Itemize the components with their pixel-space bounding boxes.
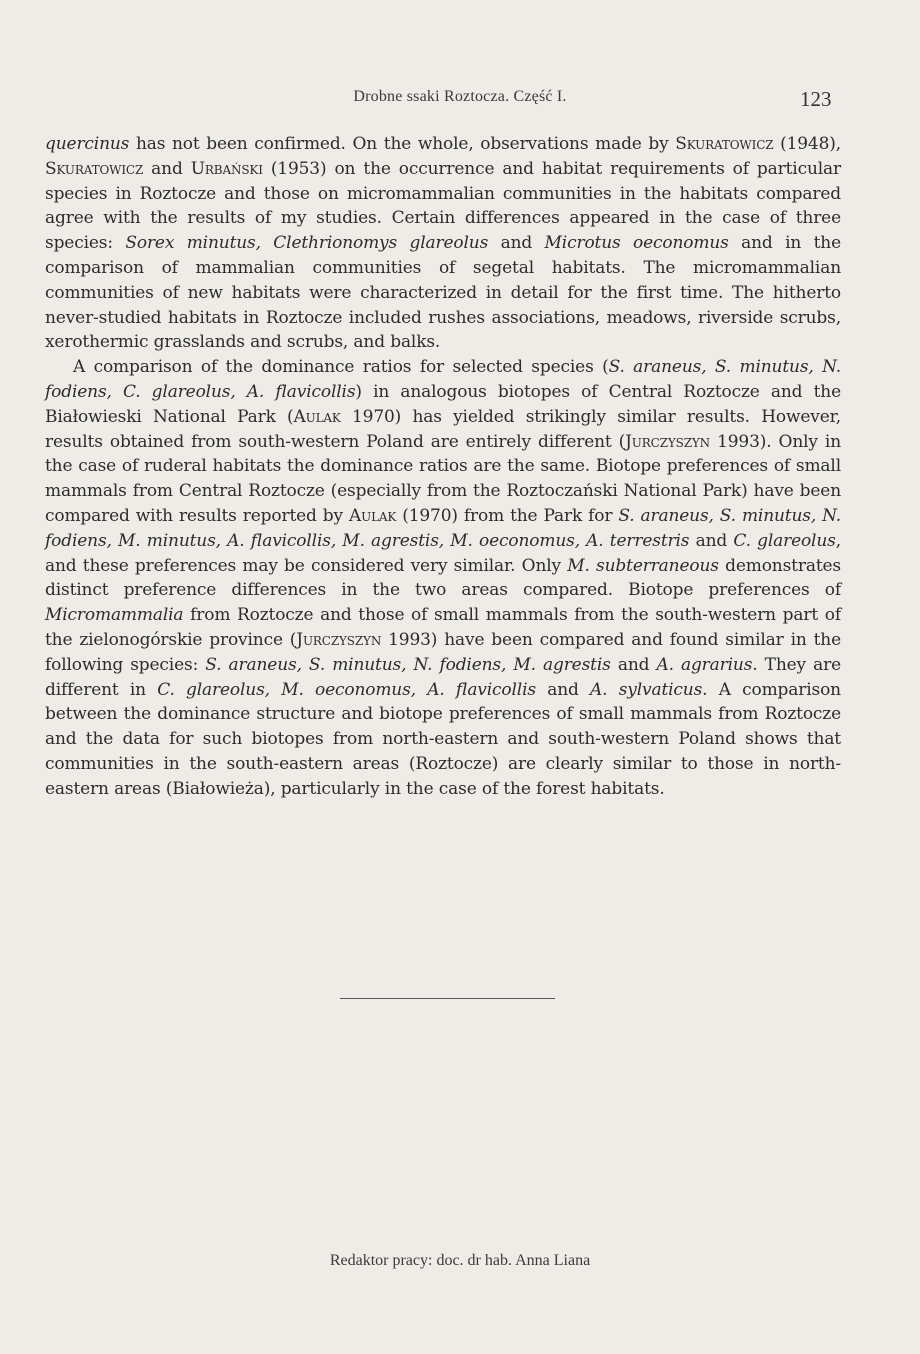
text-run: S. araneus, S. minutus, N. fodiens, C. glareolus, A. flavicollis xyxy=(45,357,841,402)
text-run: Jurczyszyn xyxy=(296,629,382,650)
text-run: . They are different in xyxy=(45,654,841,700)
text-run: and xyxy=(689,530,734,551)
text-run: Skuratowicz xyxy=(45,158,144,179)
text-run: (1970) from the Park for xyxy=(396,505,619,526)
running-header-title: Drobne ssaki Roztocza. Część I. xyxy=(353,88,567,105)
text-run: ) in analogous biotopes of Central Roztocze and the Białowieski National Park ( xyxy=(45,381,842,427)
text-run: demonstrates distinct preference differences in the two areas compared. Biotope preferences of xyxy=(45,555,841,601)
text-run: from Roztocze and those of small mammals from the south-western part of the zielonogórskie province ( xyxy=(45,605,841,650)
text-run: . A comparison between the dominance structure and biotope preferences of small mammals from Roztocze and the data for such biotopes from north-eastern and south-western Poland shows that communities in the south-eastern areas (Roztocze) are clearly similar to those in north-eastern areas (Białowieża), particularly in the case of the forest habitats. xyxy=(45,679,841,799)
text-run: A comparison of the dominance ratios for selected species ( xyxy=(73,357,609,378)
text-run: A. sylvaticus xyxy=(590,679,703,700)
text-run: Jurczyszyn xyxy=(625,431,711,452)
text-run: Aulak xyxy=(348,505,397,526)
text-run: 1993). Only in the case of ruderal habitats the dominance ratios are the same. Biotope preferences of small mammals from Central Roztocze (especially from the Roztoczański National Park) have been compared with results reported by xyxy=(45,431,842,526)
text-run: C. glareolus xyxy=(733,530,836,551)
text-run: and xyxy=(488,233,545,254)
text-run: Micromammalia xyxy=(45,605,184,626)
text-run: Sorex minutus, Clethrionomys glareolus xyxy=(125,233,489,254)
text-run: A. agrarius xyxy=(656,654,753,675)
text-run: has not been confirmed. On the whole, observations made by xyxy=(129,134,676,154)
text-run: and xyxy=(143,158,191,179)
text-run: S. araneus, S. minutus, N. fodiens, M. minutus, A. flavicollis, M. agrestis, M. oeconomus, A. terrestris xyxy=(45,505,842,551)
text-run: Microtus oeconomus xyxy=(544,233,729,254)
text-run: (1948), xyxy=(773,134,841,154)
text-run: and in the comparison of mammalian communities of segetal habitats. The micromammalian communities of new habitats were characterized in detail for the first time. The hitherto never-studied habitats in Roztocze included rushes associations, meadows, riverside scrubs, xerothermic grasslands and scrubs, and balks. xyxy=(45,233,841,353)
text-run: S. araneus, S. minutus, N. fodiens, M. agrestis xyxy=(205,654,611,675)
text-run: M. subterraneous xyxy=(567,555,719,576)
text-run: 1970) has yielded strikingly similar results. However, results obtained from south-western Poland are entirely different ( xyxy=(45,406,841,452)
text-run: C. glareolus, M. oeconomus, A. flavicollis xyxy=(157,679,536,700)
text-run: 1993) have been compared and found similar in the following species: xyxy=(45,629,841,675)
text-run: and xyxy=(535,679,591,700)
text-run: quercinus xyxy=(45,134,130,154)
text-run: Aulak xyxy=(293,406,341,427)
text-run: Skuratowicz xyxy=(675,134,774,154)
text-run: Urbański xyxy=(190,158,263,179)
footer-editor-credit: Redaktor pracy: doc. dr hab. Anna Liana xyxy=(329,1252,591,1269)
page-number: 123 xyxy=(800,87,832,111)
text-run: (1953) on the occurrence and habitat requirements of particular species in Roztocze and those on micromammalian communities in the habitats compared agree with the results of my studies. Certain differences appeared in the case of three species: xyxy=(45,158,841,254)
separator-rule xyxy=(340,998,555,999)
text-run: , and these preferences may be considered very similar. Only xyxy=(45,530,841,576)
body-text xyxy=(45,132,841,802)
paragraph-1 xyxy=(45,132,841,355)
paragraph-2 xyxy=(45,355,841,801)
text-run: and xyxy=(610,654,657,675)
